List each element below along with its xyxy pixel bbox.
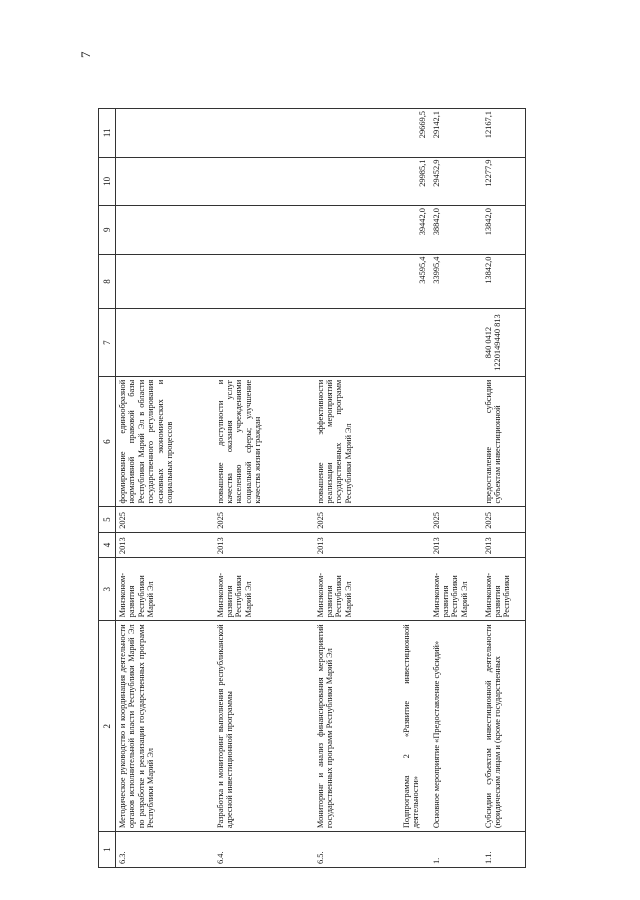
page-number: 7 — [78, 51, 93, 58]
end-year: 2025 — [116, 507, 214, 532]
amount — [116, 254, 214, 309]
amount — [214, 254, 314, 309]
amount: 13842,0 — [482, 254, 526, 309]
expected-result: формирование единообразной нормативной правовой базы Республики Марий Эл в области государственного регулирования основных экономических и социальных процессов — [116, 376, 214, 507]
measure-name: Методическое руководство и координация деятельности органов исполнительной власти Республики Марий Эл по разработке и реализации государственных программ Республики Марий Эл — [116, 621, 214, 832]
executor: Минэконом-развития Республики Марий Эл — [214, 558, 314, 621]
amount — [314, 109, 400, 158]
budget-code — [314, 309, 400, 376]
measure-name: Субсидии субъектам инвестиционной деятельности (юридическим лицам и (кроме государственных — [482, 621, 526, 832]
table-row — [430, 109, 482, 868]
executor: Минэконом-развития Республики Марий Эл — [314, 558, 400, 621]
table-row — [400, 109, 430, 868]
expected-result: повышение эффективности реализации мероприятий государственных программ Республики Марий Эл — [314, 376, 400, 507]
col-header: 8 — [99, 254, 116, 309]
col-header: 4 — [99, 532, 116, 557]
expected-result — [400, 376, 430, 507]
end-year: 2025 — [214, 507, 314, 532]
executor: Минэконом-развития Республики Марий Эл — [116, 558, 214, 621]
row-number: 6.4. — [214, 832, 314, 868]
executor: Минэконом-развития Республики Марий Эл — [430, 558, 482, 621]
amount — [314, 254, 400, 309]
start-year: 2013 — [314, 532, 400, 557]
amount — [116, 157, 214, 205]
table-row — [116, 109, 214, 868]
start-year: 2013 — [116, 532, 214, 557]
col-header: 5 — [99, 507, 116, 532]
amount: 39442,0 — [400, 206, 430, 254]
amount — [314, 157, 400, 205]
budget-code: 840 0412 1220149440 813 — [482, 309, 526, 376]
row-number: 6.5. — [314, 832, 400, 868]
expected-result — [430, 376, 482, 507]
expected-result: повышение доступности и качества оказания услуг населению учреждениями социальной сферы; улучшение качества жизни граждан — [214, 376, 314, 507]
col-header: 1 — [99, 832, 116, 868]
col-header: 3 — [99, 558, 116, 621]
measure-name: Разработка и мониторинг выполнения республиканской адресной инвестиционной программы — [214, 621, 314, 832]
amount: 13842,0 — [482, 206, 526, 254]
row-number: 1. — [430, 832, 482, 868]
col-header: 2 — [99, 621, 116, 832]
row-number — [400, 832, 430, 868]
end-year: 2025 — [482, 507, 526, 532]
amount: 12167,1 — [482, 109, 526, 158]
amount — [116, 109, 214, 158]
table-row — [214, 109, 314, 868]
start-year: 2013 — [214, 532, 314, 557]
amount: 29452,9 — [430, 157, 482, 205]
program-table — [98, 108, 526, 868]
amount — [314, 206, 400, 254]
budget-code — [400, 309, 430, 376]
table-row — [314, 109, 400, 868]
budget-code — [116, 309, 214, 376]
rotated-page — [98, 108, 608, 868]
col-header: 6 — [99, 376, 116, 507]
measure-name: Мониторинг и анализ финансирования мероприятий государственных программ Республики Марий Эл — [314, 621, 400, 832]
amount: 38842,0 — [430, 206, 482, 254]
start-year — [400, 532, 430, 557]
amount — [214, 206, 314, 254]
executor — [400, 558, 430, 621]
amount: 33995,4 — [430, 254, 482, 309]
amount: 12277,9 — [482, 157, 526, 205]
row-number: 6.3. — [116, 832, 214, 868]
col-header: 9 — [99, 206, 116, 254]
budget-code — [214, 309, 314, 376]
end-year: 2025 — [314, 507, 400, 532]
amount — [214, 109, 314, 158]
col-header: 11 — [99, 109, 116, 158]
row-number: 1.1. — [482, 832, 526, 868]
amount: 29669,5 — [400, 109, 430, 158]
start-year: 2013 — [482, 532, 526, 557]
amount — [116, 206, 214, 254]
executor: Минэконом-развития Республики — [482, 558, 526, 621]
end-year: 2025 — [430, 507, 482, 532]
subprogram-name: Подпрограмма 2 «Развитие инвестиционной деятельности» — [400, 621, 430, 832]
measure-name: Основное мероприятие «Предоставление субсидий» — [430, 621, 482, 832]
end-year — [400, 507, 430, 532]
col-header: 10 — [99, 157, 116, 205]
start-year: 2013 — [430, 532, 482, 557]
amount: 29985,1 — [400, 157, 430, 205]
expected-result: предоставление субсидии субъектам инвестиционной — [482, 376, 526, 507]
col-header: 7 — [99, 309, 116, 376]
amount: 29142,1 — [430, 109, 482, 158]
column-number-row — [99, 109, 116, 868]
budget-code — [430, 309, 482, 376]
table-row — [482, 109, 526, 868]
amount — [214, 157, 314, 205]
amount: 34595,4 — [400, 254, 430, 309]
